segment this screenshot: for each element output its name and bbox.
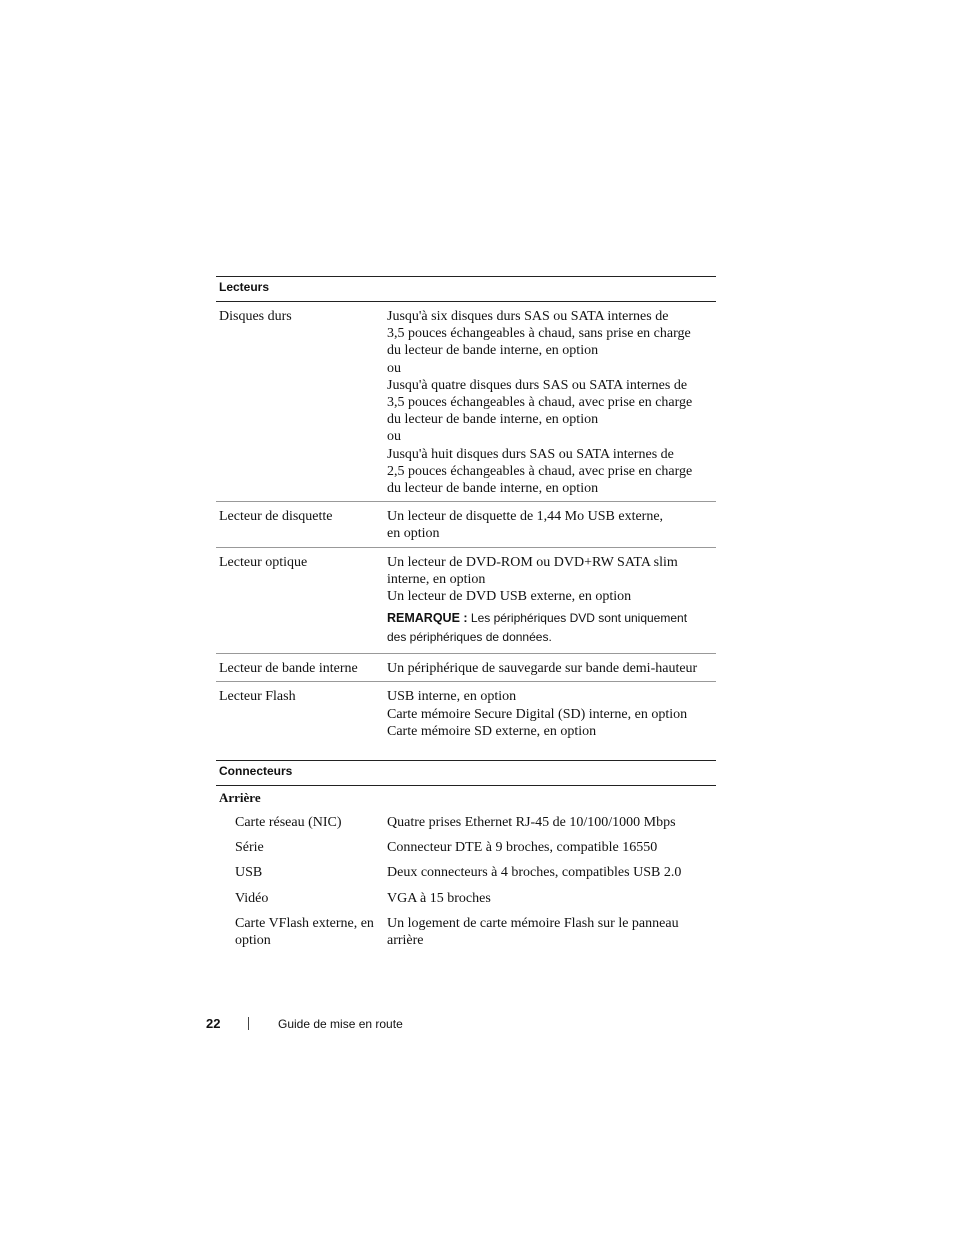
note-label: REMARQUE : — [387, 611, 468, 626]
table-row — [216, 831, 716, 856]
label-line: Carte VFlash externe, en — [235, 915, 374, 931]
value-line: Jusqu'à huit disques durs SAS ou SATA internes de — [387, 446, 674, 462]
value-line: Un lecteur de DVD-ROM ou DVD+RW SATA slim — [387, 554, 678, 570]
row-value — [387, 915, 716, 949]
value-line: Un périphérique de sauvegarde sur bande demi-hauteur — [387, 661, 698, 677]
value-line: arrière — [387, 933, 424, 949]
value-line: Carte mémoire Secure Digital (SD) interne, en option — [387, 706, 688, 722]
row-value — [387, 660, 716, 677]
table-row — [216, 856, 716, 881]
label-line: option — [235, 932, 271, 948]
row-value: Deux connecteurs à 4 broches, compatibles USB 2.0 — [387, 865, 682, 881]
table-row — [216, 806, 716, 831]
table-row — [216, 548, 716, 655]
row-label: Lecteur de bande interne — [219, 661, 358, 677]
note — [387, 609, 716, 647]
value-line: USB interne, en option — [387, 689, 517, 705]
row-label: Carte réseau (NIC) — [235, 815, 342, 831]
value-line: ou — [387, 360, 401, 376]
row-label: USB — [235, 865, 263, 881]
table-row — [216, 907, 716, 949]
value-line: interne, en option — [387, 571, 486, 587]
table-row — [216, 502, 716, 547]
value-line: du lecteur de bande interne, en option — [387, 481, 599, 497]
row-label: Lecteur de disquette — [219, 509, 333, 525]
value-line: 2,5 pouces échangeables à chaud, avec prise en charge — [387, 463, 693, 479]
value-line: du lecteur de bande interne, en option — [387, 343, 599, 359]
section-heading-drives: Lecteurs — [216, 276, 716, 302]
table-row — [216, 682, 716, 744]
row-value — [387, 554, 716, 650]
row-label — [216, 915, 387, 949]
value-line: 3,5 pouces échangeables à chaud, sans prise en charge — [387, 326, 691, 342]
section-heading-connectors: Connecteurs — [216, 760, 716, 786]
value-line: ou — [387, 429, 401, 445]
table-row — [216, 882, 716, 907]
note-text: des périphériques de données. — [387, 630, 552, 645]
footer-separator — [248, 1017, 249, 1030]
value-line: Un logement de carte mémoire Flash sur le panneau — [387, 915, 679, 931]
row-value — [387, 308, 716, 497]
row-value — [387, 508, 716, 542]
spec-content — [216, 276, 716, 949]
row-label: Lecteur Flash — [219, 689, 296, 705]
value-line: Un lecteur de DVD USB externe, en option — [387, 589, 632, 605]
row-label: Série — [235, 840, 264, 856]
page-number: 22 — [206, 1016, 221, 1031]
row-label: Lecteur optique — [219, 554, 308, 570]
section-spacer — [216, 744, 716, 760]
row-value: Quatre prises Ethernet RJ-45 de 10/100/1000 Mbps — [387, 815, 676, 831]
row-value: Connecteur DTE à 9 broches, compatible 16550 — [387, 840, 658, 856]
row-label: Disques durs — [219, 309, 292, 324]
value-line: Jusqu'à quatre disques durs SAS ou SATA internes de — [387, 377, 688, 393]
value-line: 3,5 pouces échangeables à chaud, avec prise en charge — [387, 395, 693, 411]
table-row — [216, 302, 716, 502]
page-footer — [206, 1016, 403, 1031]
row-value: VGA à 15 broches — [387, 890, 491, 906]
value-line: Carte mémoire SD externe, en option — [387, 723, 597, 739]
row-label: Vidéo — [235, 890, 269, 906]
value-line: du lecteur de bande interne, en option — [387, 412, 599, 428]
table-row — [216, 654, 716, 682]
note-text: Les périphériques DVD sont uniquement — [467, 611, 688, 626]
guide-title: Guide de mise en route — [278, 1016, 403, 1031]
row-value — [387, 688, 716, 740]
value-line: Un lecteur de disquette de 1,44 Mo USB externe, — [387, 509, 664, 525]
value-line: Jusqu'à six disques durs SAS ou SATA internes de — [387, 309, 669, 324]
value-line: en option — [387, 526, 440, 542]
subsection-heading-rear: Arrière — [219, 790, 261, 806]
